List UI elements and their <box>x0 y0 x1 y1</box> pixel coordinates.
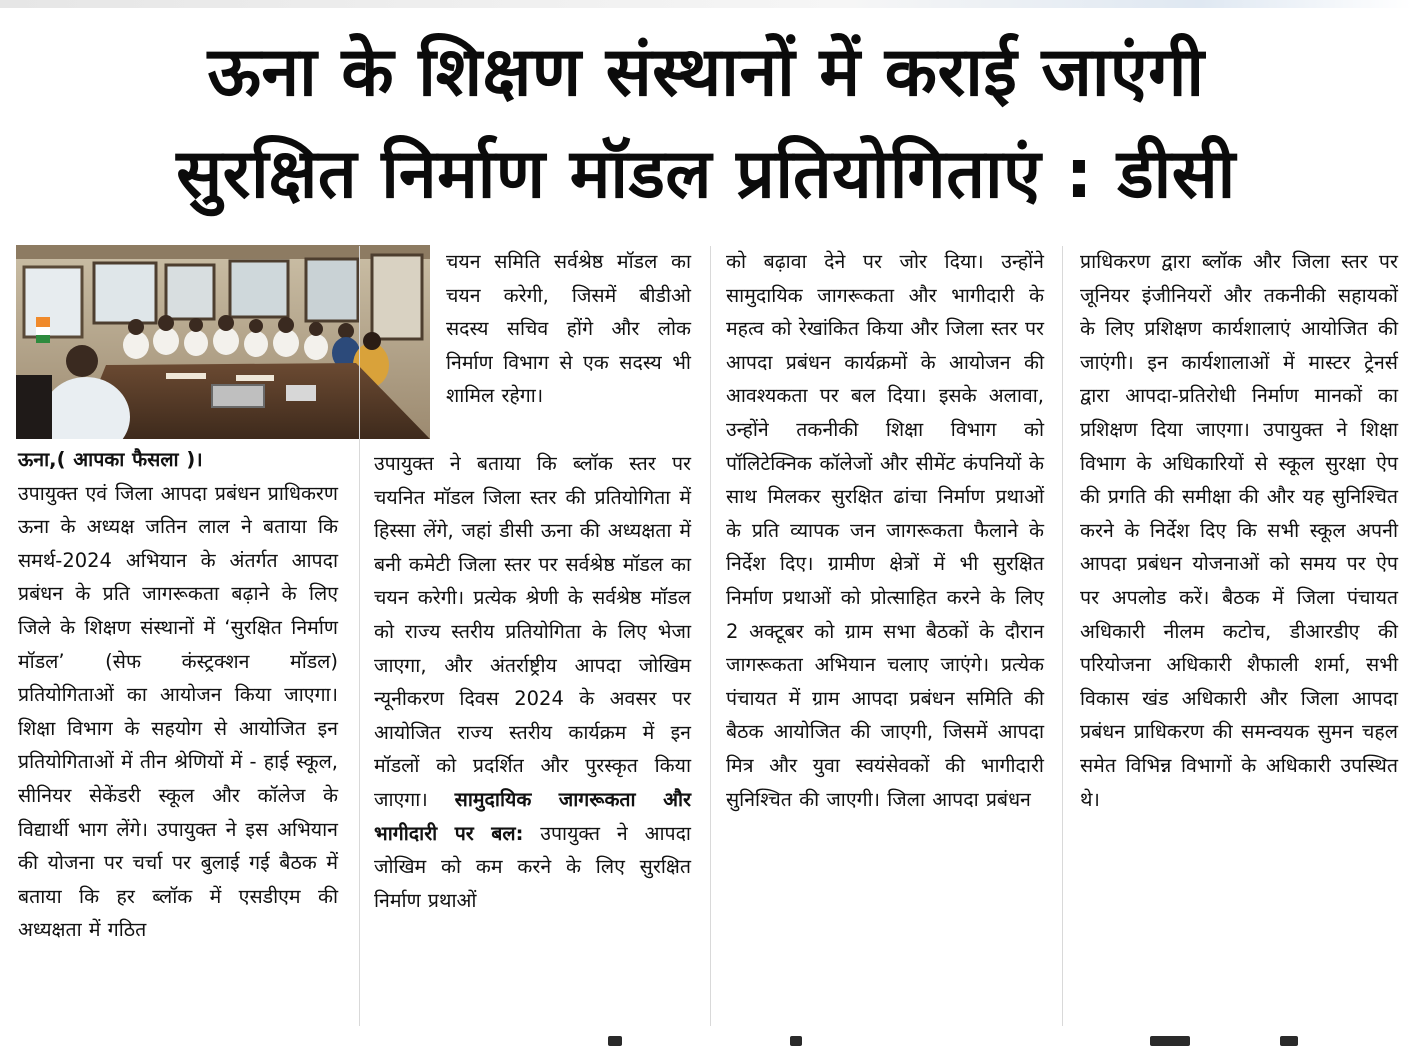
column-divider <box>359 246 360 1026</box>
article-column-3 <box>726 245 1044 816</box>
headline-line-2: सुरक्षित निर्माण मॉडल प्रतियोगिताएं : डीसी <box>176 135 1236 214</box>
subheading: सामुदायिक जागरूकता और भागीदारी पर बल: <box>374 787 692 845</box>
article-paragraph: प्राधिकरण द्वारा ब्लॉक और जिला स्तर पर जूनियर इंजीनियरों और तकनीकी सहायकों के लिए प्रशिक्षण कार्यशालाएं आयोजित की जाएंगी। इन कार्यशालाओं में मास्टर ट्रेनर्स द्वारा आपदा-प्रतिरोधी निर्माण मानकों का प्रशिक्षण दिया जाएगा। उपायुक्त ने शिक्षा विभाग के अधिकारियों से स्कूल सुरक्षा ऐप की प्रगति की समीक्षा की और यह सुनिश्चित करने के निर्देश दिए कि सभी स्कूल अपनी आपदा प्रबंधन योजनाओं को समय पर ऐप पर अपलोड करें। बैठक में जिला पंचायत अधिकारी नीलम कटोच, डीआरडीए की परियोजना अधिकारी शैफाली शर्मा, सभी विकास खंड अधिकारी और जिला आपदा प्रबंधन प्राधिकरण की समन्वयक सुमन चहल समेत विभिन्न विभागों के अधिकारी उपस्थित थे। <box>1080 250 1398 811</box>
meeting-photo <box>16 245 430 439</box>
article-paragraph: चयन समिति सर्वश्रेष्ठ मॉडल का चयन करेगी, जिसमें बीडीओ सदस्य सचिव होंगे और लोक निर्माण विभाग से एक सदस्य भी शामिल रहेगा। <box>446 250 691 408</box>
article-paragraph: उपायुक्त ने आपदा जोखिम को कम करने के लिए सुरक्षित निर्माण प्रथाओं <box>374 821 691 912</box>
cropped-text-fragment <box>1280 1036 1298 1046</box>
cropped-text-fragment <box>1150 1036 1190 1046</box>
column-divider <box>710 246 711 1026</box>
column-divider <box>1062 246 1063 1026</box>
article-paragraph: उपायुक्त ने बताया कि ब्लॉक स्तर पर चयनित मॉडल जिला स्तर की प्रतियोगिता में हिस्सा लेंगे, जहां डीसी ऊना की अध्यक्षता में बनी कमेटी जिला स्तर पर सर्वश्रेष्ठ मॉडल का चयन करेगी। प्रत्येक श्रेणी के सर्वश्रेष्ठ मॉडल को राज्य स्तरीय प्रतियोगिता के लिए भेजा जाएगा, और अंतर्राष्ट्रीय आपदा जोखिम न्यूनीकरण दिवस 2024 के अवसर पर आयोजित राज्य स्तरीय कार्यक्रम में इन मॉडलों को प्रदर्शित और पुरस्कृत किया जाएगा। <box>374 452 691 811</box>
article-column-1 <box>18 443 338 947</box>
top-strip <box>0 0 1412 8</box>
cropped-text-fragment <box>608 1036 622 1046</box>
article-column-2-top <box>446 245 691 413</box>
article-column-4 <box>1080 245 1398 816</box>
meeting-photo-icon <box>16 245 430 439</box>
article-paragraph: उपायुक्त एवं जिला आपदा प्रबंधन प्राधिकरण ऊना के अध्यक्ष जतिन लाल ने बताया कि समर्थ-2024 अभियान के अंतर्गत आपदा प्रबंधन के प्रति जागरूकता बढ़ाने के लिए जिले के शिक्षण संस्थानों में ‘सुरक्षित निर्माण मॉडल’ (सेफ कंस्ट्रक्शन मॉडल) प्रतियोगिताओं का आयोजन किया जाएगा। शिक्षा विभाग के सहयोग से आयोजित इन प्रतियोगिताओं में तीन श्रेणियों में - हाई स्कूल, सीनियर सेकेंडरी स्कूल और कॉलेज के विद्यार्थी भाग लेंगे। उपायुक्त ने इस अभियान की योजना पर चर्चा पर बुलाई गई बैठक में बताया कि हर ब्लॉक में एसडीएम की अध्यक्षता में गठित <box>18 481 338 942</box>
headline-line-1: ऊना के शिक्षण संस्थानों में कराई जाएंगी <box>207 33 1205 112</box>
article-column-2 <box>374 447 691 917</box>
cropped-text-fragment <box>790 1036 802 1046</box>
article-paragraph: को बढ़ावा देने पर जोर दिया। उन्होंने सामुदायिक जागरूकता और भागीदारी के महत्व को रेखांकित किया और जिला स्तर पर आपदा प्रबंधन कार्यक्रमों के आयोजन की आवश्यकता पर बल दिया। इसके अलावा, उन्होंने तकनीकी शिक्षा विभाग को पॉलिटेक्निक कॉलेजों और सीमेंट कंपनियों के साथ मिलकर सुरक्षित ढांचा निर्माण प्रथाओं के प्रति व्यापक जन जागरूकता फैलाने के निर्देश दिए। ग्रामीण क्षेत्रों में भी सुरक्षित निर्माण प्रथाओं को प्रोत्साहित करने के लिए 2 अक्टूबर को ग्राम सभा बैठकों के दौरान जागरूकता अभियान चलाए जाएंगे। प्रत्येक पंचायत में ग्राम आपदा प्रबंधन समिति की बैठक आयोजित की जाएगी, जिसमें आपदा मित्र और युवा स्वयंसेवकों की भागीदारी सुनिश्चित की जाएगी। जिला आपदा प्रबंधन <box>726 250 1044 811</box>
dateline: ऊना,( आपका फैसला )। <box>18 448 203 471</box>
